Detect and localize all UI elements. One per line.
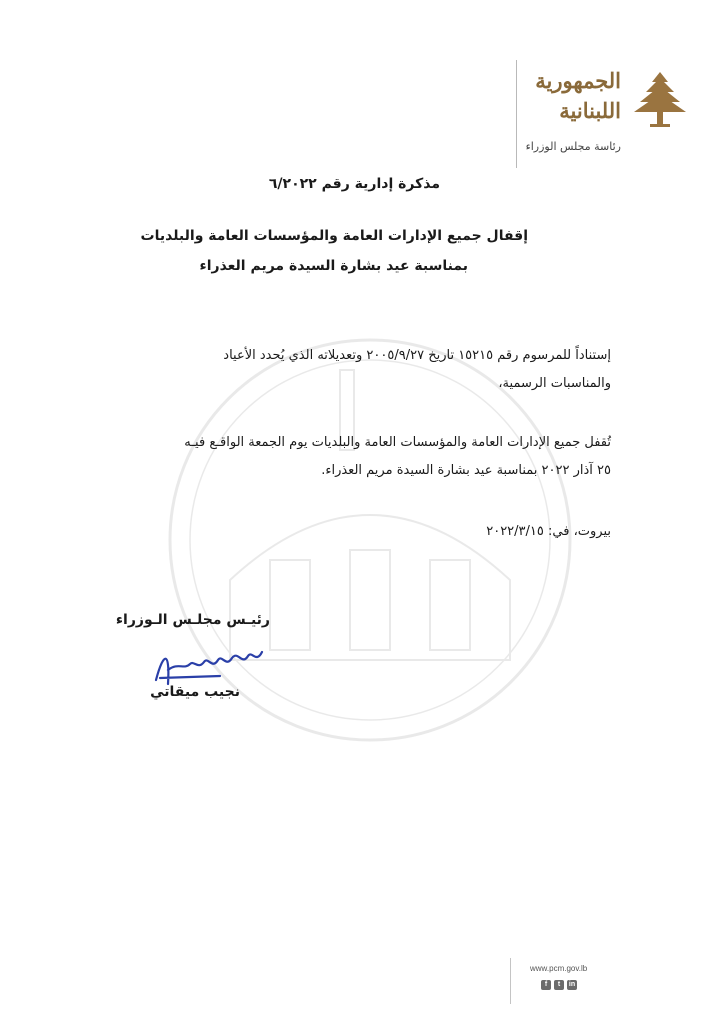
date-line: بيروت، في: ٢٠٢٢/٣/١٥ xyxy=(486,524,611,539)
memo-title: مذكرة إدارية رقم ٦/٢٠٢٢ xyxy=(268,176,440,192)
republic-title-line1: الجمهورية xyxy=(535,68,621,93)
linkedin-icon[interactable]: in xyxy=(568,981,576,988)
paragraph-1-line2: والمناسبات الرسمية، xyxy=(498,376,611,391)
paragraph-2-line1: تُقفل جميع الإدارات العامة والمؤسسات العامة والبلديات يوم الجمعة الواقـع فيـه xyxy=(184,435,611,450)
letterhead-divider xyxy=(516,60,517,168)
signatory-name: نجيب ميقاتي xyxy=(150,684,240,700)
office-name: رئاسة مجلس الوزراء xyxy=(525,140,621,153)
signatory-title: رئيـس مجلـس الـوزراء xyxy=(115,612,270,628)
paragraph-1-line1: إستناداً للمرسوم رقم ١٥٢١٥ تاريخ ٢٠٠٥/٩/٢٧ وتعديلاته الذي يُحدد الأعياد xyxy=(223,348,611,363)
website-link[interactable]: www.pcm.gov.lb xyxy=(530,964,588,973)
paragraph-2-line2: ٢٥ آذار ٢٠٢٢ بمناسبة عيد بشارة السيدة مريم العذراء. xyxy=(321,463,611,478)
memo-subject-line1: إقفال جميع الإدارات العامة والمؤسسات العامة والبلديات xyxy=(140,228,528,244)
republic-title-line2: اللبنانية xyxy=(559,98,621,123)
letterhead xyxy=(508,60,703,170)
memo-subject-line2: بمناسبة عيد بشارة السيدة مريم العذراء xyxy=(199,258,468,274)
facebook-icon[interactable]: f xyxy=(541,980,551,990)
social-icons xyxy=(541,980,577,990)
cedar-logo xyxy=(628,68,692,132)
footer-divider xyxy=(510,958,511,1004)
twitter-icon[interactable]: t xyxy=(554,980,564,990)
